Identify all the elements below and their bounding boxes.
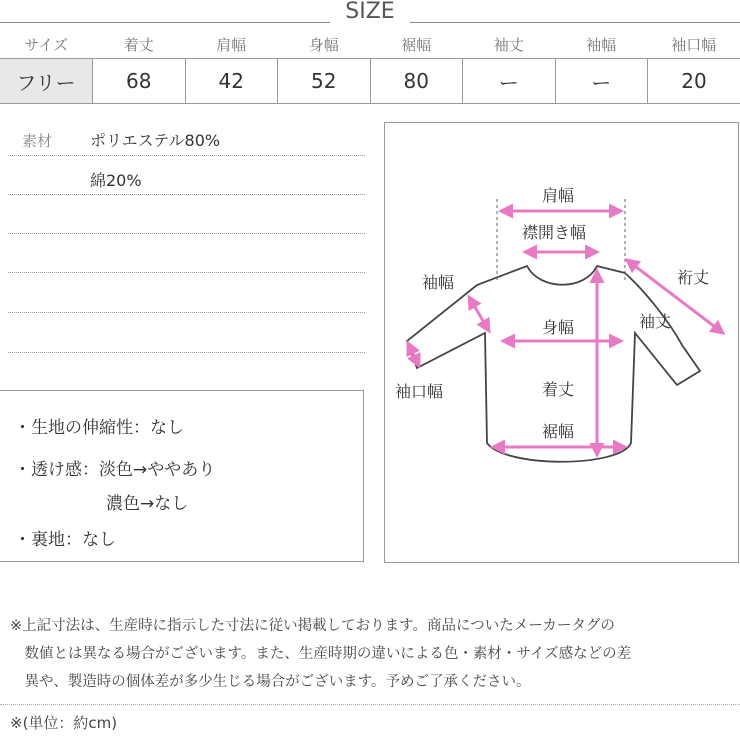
cell-body-width: 52 [278, 59, 371, 104]
label-hem: 裾幅 [542, 422, 575, 441]
material-line-1: ポリエステル80% [90, 131, 221, 150]
divider [0, 704, 740, 705]
material-line-2: 綿20% [90, 171, 142, 190]
divider [8, 233, 365, 234]
size-table-row [0, 59, 740, 104]
header-body-width: 身幅 [308, 35, 339, 54]
header-sleeve-width: 袖幅 [586, 35, 617, 54]
note-line-2: 数値とは異なる場合がございます。また、生産時期の違いによる色・素材・サイズ感などの差 [10, 646, 632, 662]
cell-sleeve-length: ー [463, 59, 556, 104]
divider [8, 352, 365, 353]
sheer-info: ・透け感：淡色→ややあり [14, 460, 216, 480]
size-table-header-row [0, 30, 740, 59]
cell-shoulder: 42 [185, 59, 278, 104]
size-table [0, 30, 740, 104]
cell-size: フリー [0, 59, 93, 104]
label-cuff: 袖口幅 [395, 382, 444, 401]
size-title: SIZE [345, 0, 395, 24]
fabric-info-box [0, 390, 364, 562]
cell-cuff: 20 [648, 59, 740, 104]
garment-diagram [385, 123, 738, 562]
header-hem: 裾幅 [401, 35, 432, 54]
header-shoulder: 肩幅 [216, 35, 247, 54]
divider [8, 272, 365, 273]
unit-note: ※(単位：約cm) [10, 714, 118, 732]
label-shoulder: 肩幅 [542, 186, 575, 205]
material-label: 素材 [22, 132, 53, 150]
measurement-diagram [384, 122, 739, 563]
stretch-info: ・生地の伸縮性：なし [14, 418, 184, 438]
note-line-3: 異や、製造時の個体差が多少生じる場合がございます。予めご了承ください。 [10, 674, 531, 690]
header-cuff: 袖口幅 [671, 35, 717, 54]
label-length: 着丈 [542, 380, 575, 399]
divider [8, 155, 365, 156]
cell-sleeve-width: ー [555, 59, 648, 104]
sleeve-width-arrow [469, 297, 489, 331]
sheer-dark-info: 濃色→なし [106, 494, 189, 514]
header-length: 着丈 [123, 35, 154, 54]
label-sleeve-length: 袖丈 [639, 312, 672, 331]
label-body-width: 身幅 [542, 318, 575, 337]
cell-length: 68 [93, 59, 186, 104]
cuff-arrow [408, 343, 419, 366]
label-sleeve-width: 袖幅 [422, 273, 455, 292]
divider [8, 312, 365, 313]
header-sleeve-length: 袖丈 [493, 35, 524, 54]
label-yuki: 裄丈 [677, 268, 710, 287]
divider [8, 194, 365, 195]
title-line-left [0, 22, 330, 23]
title-line-right [410, 22, 740, 23]
cell-hem: 80 [370, 59, 463, 104]
lining-info: ・裏地：なし [14, 530, 116, 550]
disclaimer-note [10, 612, 730, 696]
label-neck: 襟開き幅 [522, 223, 587, 242]
header-size: サイズ [24, 35, 69, 54]
note-line-1: ※上記寸法は、生産時に指示した寸法に従い掲載しております。商品についたメーカータグの [10, 618, 615, 634]
